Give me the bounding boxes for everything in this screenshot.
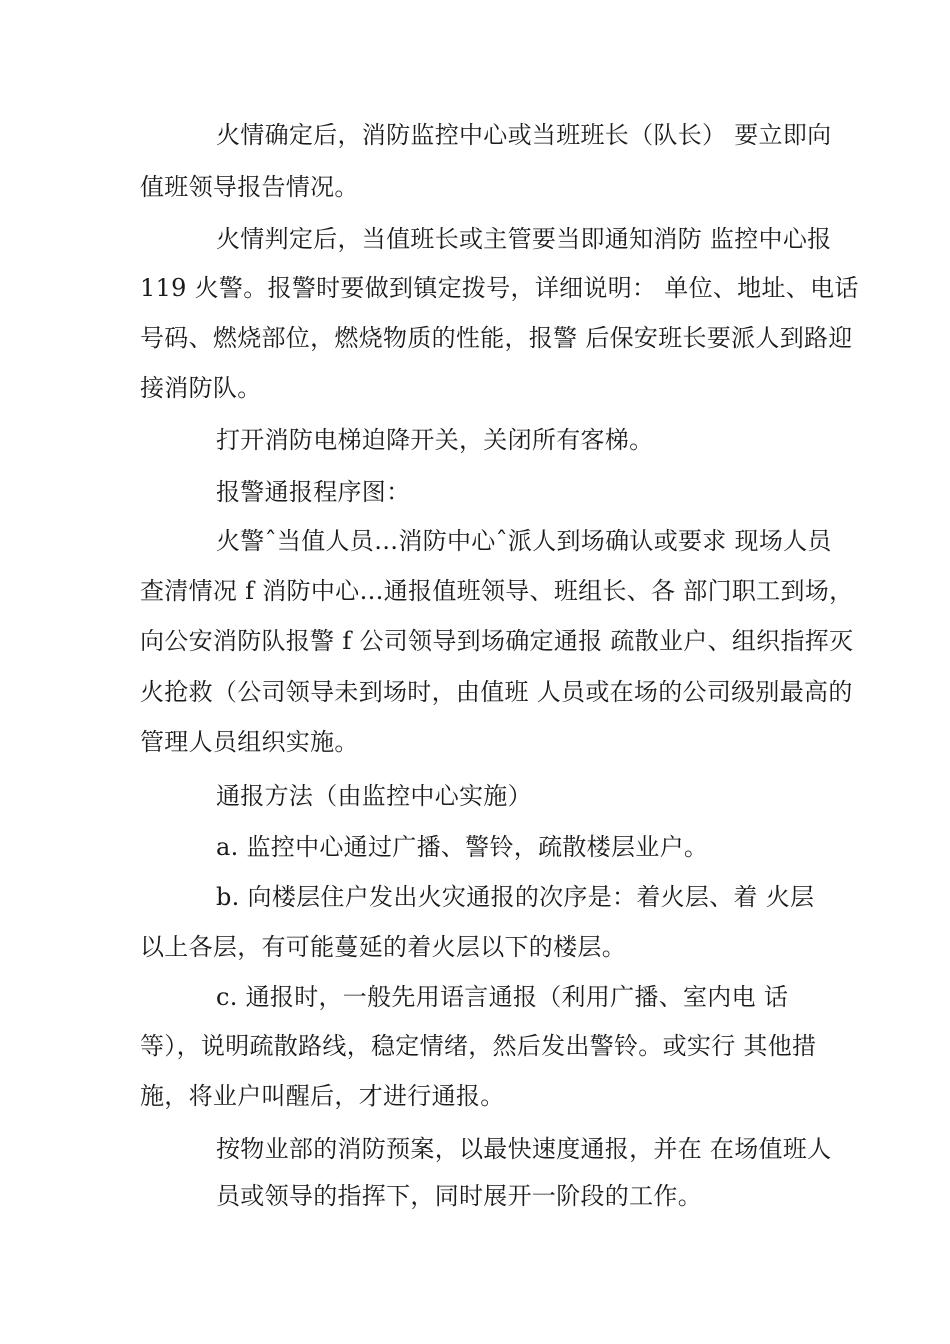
text-line: 接消防队。 bbox=[140, 374, 262, 402]
text-line: 火情判定后，当值班长或主管要当即通知消防 监控中心报 bbox=[216, 225, 832, 253]
text-line: 施，将业户叫醒后，才进行通报。 bbox=[140, 1082, 505, 1110]
text-line: 员或领导的指挥下，同时展开一阶段的工作。 bbox=[216, 1182, 702, 1210]
text-line: 值班领导报告情况。 bbox=[140, 173, 359, 201]
text-line: b. 向楼层住户发出火灾通报的次序是：着火层、着 火层 bbox=[216, 883, 815, 911]
text-line: 通报方法（由监控中心实施） bbox=[216, 782, 532, 810]
text-line: 号码、燃烧部位，燃烧物质的性能，报警 后保安班长要派人到路迎 bbox=[140, 324, 853, 352]
text-line: 119 火警。报警时要做到镇定拨号，详细说明： 单位、地址、电话 bbox=[140, 274, 859, 302]
text-line: 向公安消防队报警 f 公司领导到场确定通报 疏散业户、组织指挥灭 bbox=[140, 627, 854, 655]
text-line: 按物业部的消防预案，以最快速度通报，并在 在场值班人 bbox=[216, 1135, 832, 1163]
text-line: 查清情况 f 消防中心…通报值班领导、班组长、各 部门职工到场， bbox=[140, 577, 854, 605]
text-line: c. 通报时，一般先用语言通报（利用广播、室内电 话 bbox=[216, 983, 789, 1011]
text-line: 以上各层，有可能蔓延的着火层以下的楼层。 bbox=[140, 933, 626, 961]
text-line: 火抢救（公司领导未到场时，由值班 人员或在场的公司级别最高的 bbox=[140, 678, 853, 706]
text-line: 火警ˆ当值人员…消防中心ˆ派人到场确认或要求 现场人员 bbox=[216, 527, 832, 555]
text-line: 打开消防电梯迫降开关，关闭所有客梯。 bbox=[216, 426, 654, 454]
text-line: 管理人员组织实施。 bbox=[140, 728, 359, 756]
text-line: 火情确定后，消防监控中心或当班班长（队长） 要立即向 bbox=[216, 121, 832, 149]
text-line: 等），说明疏散路线，稳定情绪，然后发出警铃。或实行 其他措 bbox=[140, 1032, 817, 1060]
text-line: a. 监控中心通过广播、警铃，疏散楼层业户。 bbox=[216, 833, 709, 861]
text-line: 报警通报程序图： bbox=[216, 478, 411, 506]
